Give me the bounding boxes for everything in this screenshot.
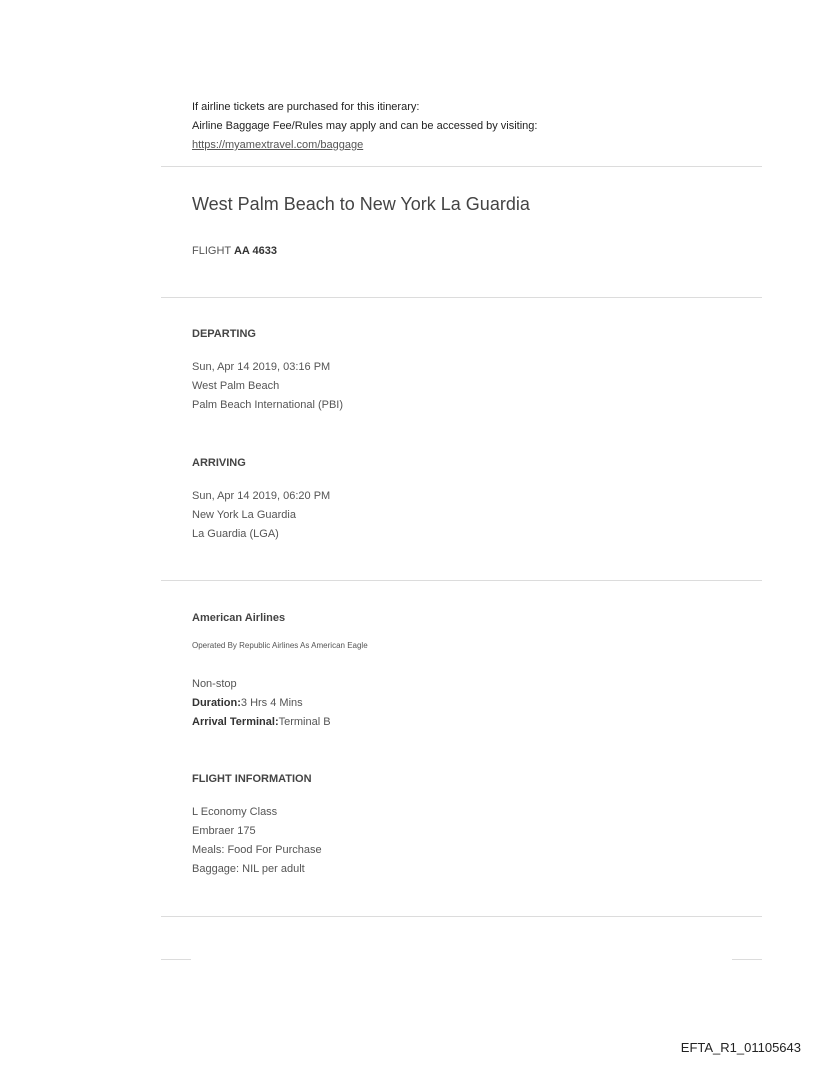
baggage-allowance: Baggage: NIL per adult (192, 863, 305, 875)
aircraft: Embraer 175 (192, 825, 256, 837)
flight-information-heading: FLIGHT INFORMATION (192, 773, 312, 785)
flight-number-line (192, 245, 277, 258)
departing-city: West Palm Beach (192, 380, 280, 392)
flight-number: AA 4633 (233, 245, 277, 257)
arriving-city: New York La Guardia (192, 509, 296, 521)
duration-value: 3 Hrs 4 Mins (240, 697, 303, 709)
route-title: West Palm Beach to New York La Guardia (192, 194, 530, 214)
baggage-notice-line-1: If airline tickets are purchased for this itinerary: (192, 101, 420, 113)
arrival-terminal-label: Arrival Terminal: (192, 716, 279, 728)
arriving-heading: ARRIVING (192, 457, 246, 469)
departing-airport: Palm Beach International (PBI) (192, 399, 344, 411)
departing-datetime: Sun, Apr 14 2019, 03:16 PM (192, 361, 331, 373)
arrival-terminal-value: Terminal B (278, 716, 331, 728)
departing-heading: DEPARTING (192, 328, 256, 340)
footer-divider-left (161, 959, 191, 960)
baggage-notice-line-2: Airline Baggage Fee/Rules may apply and can be accessed by visiting: (192, 120, 538, 132)
document-id: EFTA_R1_01105643 (680, 1040, 801, 1055)
cabin-class: L Economy Class (192, 806, 278, 818)
divider (161, 166, 762, 167)
duration-label: Duration: (192, 697, 241, 709)
footer-divider-right (732, 959, 762, 960)
arriving-datetime: Sun, Apr 14 2019, 06:20 PM (192, 490, 331, 502)
operated-by: Operated By Republic Airlines As American Eagle (192, 641, 368, 650)
airline-name: American Airlines (192, 612, 286, 624)
flight-prefix: FLIGHT (192, 245, 231, 257)
arrival-terminal-line (192, 716, 331, 729)
baggage-link[interactable]: https://myamextravel.com/baggage (192, 139, 364, 151)
duration-line (192, 697, 303, 710)
meals: Meals: Food For Purchase (192, 844, 322, 856)
divider (161, 916, 762, 917)
arriving-airport: La Guardia (LGA) (192, 528, 279, 540)
divider (161, 297, 762, 298)
divider (161, 580, 762, 581)
stops: Non-stop (192, 678, 237, 690)
